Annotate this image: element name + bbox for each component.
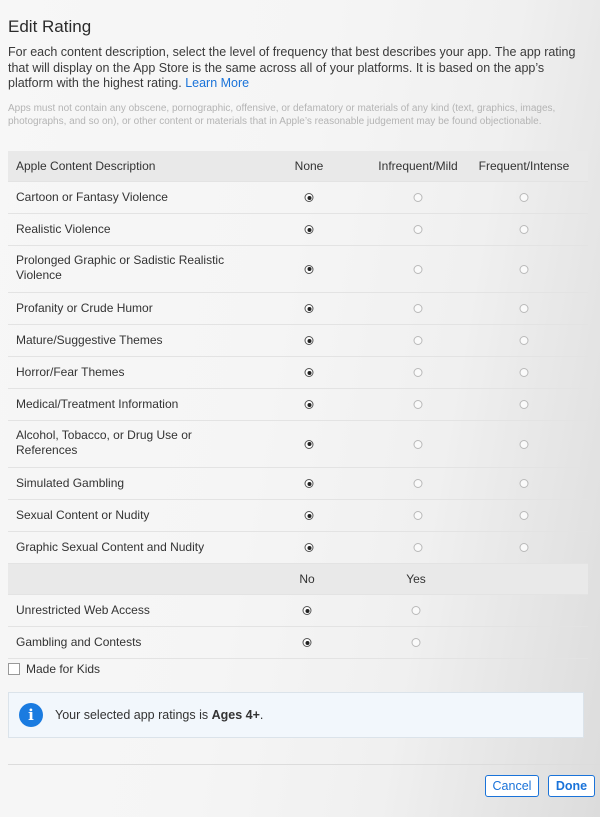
header-frequent-intense: Frequent/Intense [478, 159, 570, 173]
row-label: Alcohol, Tobacco, or Drug Use or References [16, 428, 192, 457]
radio-infrequent[interactable] [414, 265, 423, 274]
table-header-row [8, 151, 588, 182]
radio-cell [414, 389, 423, 420]
radio-infrequent[interactable] [414, 479, 423, 488]
row-label: Mature/Suggestive Themes [16, 333, 163, 347]
radio-cell [414, 357, 423, 388]
radio-cell [303, 595, 312, 626]
table-row [8, 532, 588, 564]
radio-cell [414, 293, 423, 324]
table-row [8, 500, 588, 532]
radio-infrequent[interactable] [414, 400, 423, 409]
row-label: Prolonged Graphic or Sadistic Realistic Violence [16, 253, 225, 282]
rating-info-banner [8, 692, 584, 738]
radio-infrequent[interactable] [414, 225, 423, 234]
radio-none[interactable] [305, 304, 314, 313]
footer-divider [8, 764, 600, 765]
radio-cell [305, 500, 314, 531]
radio-yes[interactable] [412, 606, 421, 615]
radio-none[interactable] [305, 193, 314, 202]
info-text [55, 708, 263, 722]
row-label: Medical/Treatment Information [16, 397, 179, 411]
made-for-kids-label: Made for Kids [26, 662, 101, 676]
made-for-kids-checkbox[interactable] [8, 663, 20, 675]
dialog-title: Edit Rating [8, 17, 92, 36]
radio-cell [305, 468, 314, 499]
radio-no[interactable] [303, 606, 312, 615]
radio-cell [520, 246, 529, 292]
radio-none[interactable] [305, 440, 314, 449]
radio-infrequent[interactable] [414, 543, 423, 552]
row-label: Horror/Fear Themes [16, 365, 125, 379]
table-row [8, 389, 588, 421]
table-row [8, 357, 588, 389]
info-prefix: Your selected app ratings is [55, 708, 212, 722]
radio-yes[interactable] [412, 638, 421, 647]
header-yes: Yes [406, 572, 426, 586]
radio-cell [414, 421, 423, 467]
row-label: Simulated Gambling [16, 476, 125, 490]
table-row [8, 214, 588, 246]
disclaimer-text: Apps must not contain any obscene, pornographic, offensive, or defamatory or materials of any kind (text, graphics, images, photographs, and so on), or other content or materials that in Apple’s reasonable judgement may be found objectionable. [8, 103, 556, 127]
radio-none[interactable] [305, 225, 314, 234]
table-row [8, 595, 588, 627]
radio-cell [414, 182, 423, 213]
row-label: Graphic Sexual Content and Nudity [16, 540, 205, 554]
radio-cell [520, 293, 529, 324]
row-label: Sexual Content or Nudity [16, 508, 150, 522]
row-label: Unrestricted Web Access [16, 603, 150, 617]
radio-cell [412, 627, 421, 658]
radio-cell [305, 421, 314, 467]
row-label: Gambling and Contests [16, 635, 142, 649]
radio-cell [520, 214, 529, 245]
radio-infrequent[interactable] [414, 511, 423, 520]
row-label: Profanity or Crude Humor [16, 301, 153, 315]
radio-cell [520, 468, 529, 499]
table-row [8, 627, 588, 659]
header-none: None [294, 159, 324, 173]
radio-cell [520, 532, 529, 563]
row-label: Cartoon or Fantasy Violence [16, 190, 168, 204]
done-button[interactable]: Done [548, 775, 595, 797]
radio-none[interactable] [305, 511, 314, 520]
radio-cell [305, 246, 314, 292]
radio-none[interactable] [305, 479, 314, 488]
header-infrequent-mild: Infrequent/Mild [378, 159, 458, 173]
radio-infrequent[interactable] [414, 193, 423, 202]
radio-cell [414, 325, 423, 356]
radio-infrequent[interactable] [414, 336, 423, 345]
radio-cell [520, 421, 529, 467]
radio-frequent[interactable] [520, 511, 529, 520]
cancel-button[interactable]: Cancel [485, 775, 539, 797]
radio-cell [305, 293, 314, 324]
table-row [8, 182, 588, 214]
radio-frequent[interactable] [520, 225, 529, 234]
made-for-kids[interactable] [8, 662, 100, 676]
radio-cell [520, 357, 529, 388]
radio-cell [520, 325, 529, 356]
header-description: Apple Content Description [16, 159, 156, 173]
radio-cell [305, 214, 314, 245]
learn-more-link[interactable]: Learn More [185, 76, 250, 90]
info-suffix: . [259, 708, 264, 722]
radio-frequent[interactable] [520, 479, 529, 488]
radio-frequent[interactable] [520, 543, 529, 552]
radio-frequent[interactable] [520, 193, 529, 202]
radio-cell [520, 182, 529, 213]
radio-infrequent[interactable] [414, 304, 423, 313]
radio-cell [414, 214, 423, 245]
radio-cell [414, 532, 423, 563]
info-rating: Ages 4+ [211, 708, 260, 722]
table-row [8, 246, 588, 293]
radio-cell [305, 182, 314, 213]
radio-none[interactable] [305, 368, 314, 377]
yesno-header-row [8, 564, 588, 595]
radio-frequent[interactable] [520, 368, 529, 377]
radio-none[interactable] [305, 265, 314, 274]
radio-infrequent[interactable] [414, 368, 423, 377]
header-no: No [299, 572, 315, 586]
row-label: Realistic Violence [16, 222, 111, 236]
table-row [8, 421, 588, 468]
table-row [8, 293, 588, 325]
radio-cell [305, 325, 314, 356]
radio-cell [412, 595, 421, 626]
radio-cell [520, 500, 529, 531]
intro-description: For each content description, select the level of frequency that best describes your app. The app rating that will display on the App Store is the same across all of your platforms. It is based on the app’s platform with the highest rating. [8, 45, 576, 90]
radio-none[interactable] [305, 543, 314, 552]
radio-frequent[interactable] [520, 265, 529, 274]
radio-cell [414, 468, 423, 499]
table-row [8, 325, 588, 357]
rating-table [8, 151, 588, 659]
radio-frequent[interactable] [520, 400, 529, 409]
radio-none[interactable] [305, 400, 314, 409]
radio-cell [414, 246, 423, 292]
radio-none[interactable] [305, 336, 314, 345]
radio-cell [414, 500, 423, 531]
radio-no[interactable] [303, 638, 312, 647]
radio-cell [305, 389, 314, 420]
radio-frequent[interactable] [520, 440, 529, 449]
radio-cell [305, 532, 314, 563]
table-row [8, 468, 588, 500]
radio-frequent[interactable] [520, 336, 529, 345]
radio-cell [305, 357, 314, 388]
radio-cell [303, 627, 312, 658]
radio-frequent[interactable] [520, 304, 529, 313]
info-icon: i [19, 703, 43, 727]
radio-infrequent[interactable] [414, 440, 423, 449]
intro-text [8, 45, 592, 92]
radio-cell [520, 389, 529, 420]
